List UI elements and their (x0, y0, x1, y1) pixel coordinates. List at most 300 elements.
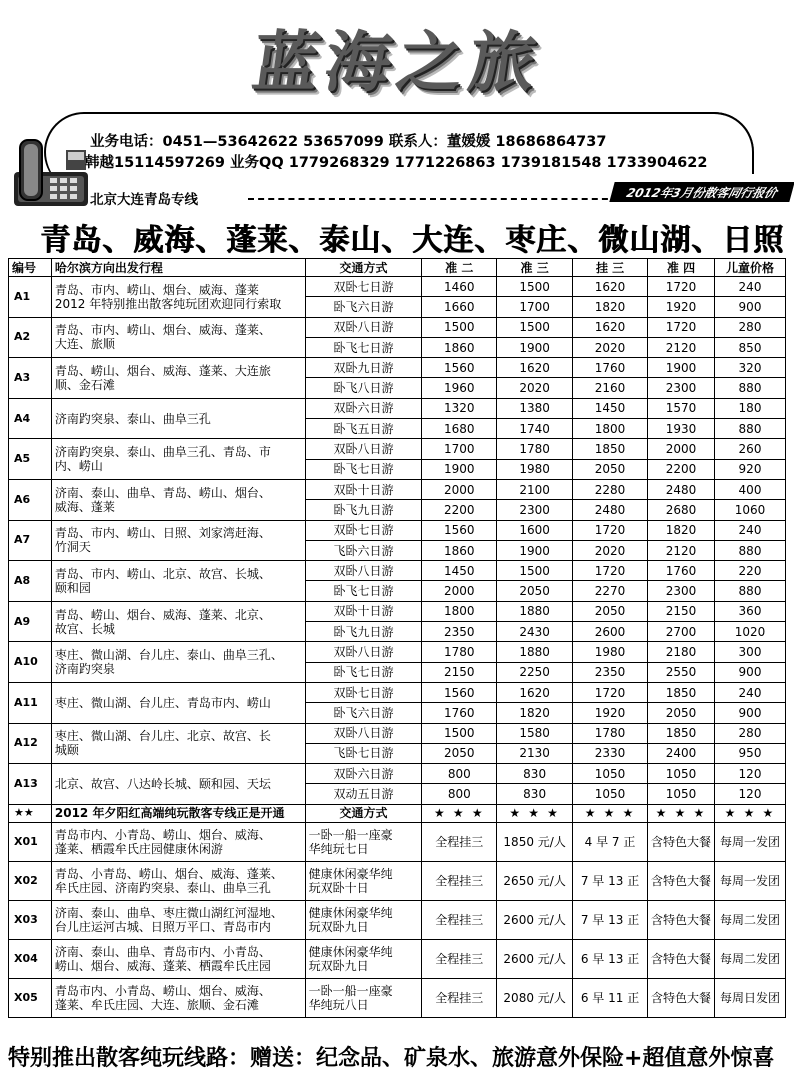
price-cell: 2050 (422, 743, 497, 763)
price-cell: 1720 (647, 317, 714, 337)
tour-code: A7 (9, 520, 52, 561)
premium-meal: 含特色大餐 (647, 900, 714, 939)
price-cell: 800 (422, 784, 497, 804)
price-cell: 1700 (497, 297, 573, 317)
price-cell: 1720 (647, 277, 714, 297)
price-cell: 2150 (647, 601, 714, 621)
premium-transport-line: 玩双卧九日 (308, 958, 369, 973)
tour-route-line: 青岛、市内、崂山、日照、刘家湾赶海、 (54, 526, 271, 541)
transport-cell: 卧飞五日游 (305, 419, 422, 439)
price-cell: 2120 (647, 337, 714, 357)
transport-cell: 卧飞七日游 (305, 662, 422, 682)
price-cell: 920 (715, 459, 786, 479)
price-cell: 1580 (497, 723, 573, 743)
price-cell: 1620 (497, 682, 573, 702)
transport-cell: 卧飞九日游 (305, 500, 422, 520)
premium-meal: 含特色大餐 (647, 939, 714, 978)
price-cell: 1820 (573, 297, 648, 317)
price-cell: 120 (715, 784, 786, 804)
price-cell: 1780 (497, 439, 573, 459)
premium-transport (305, 978, 422, 1017)
tour-route-line: 北京、故宫、八达岭长城、颐和园、天坛 (54, 776, 271, 791)
price-cell: 2000 (422, 479, 497, 499)
price-cell: 1050 (647, 784, 714, 804)
tour-code: A5 (9, 439, 52, 480)
column-header: 准 二 (422, 259, 497, 277)
price-cell: 2550 (647, 662, 714, 682)
price-cell: 1570 (647, 398, 714, 418)
table-row (9, 764, 786, 784)
premium-route-line: 济南、泰山、曲阜、枣庄微山湖红河湿地、 (54, 905, 283, 920)
tour-code: A11 (9, 682, 52, 723)
tour-route-line: 2012 年特别推出散客纯玩团欢迎同行索取 (54, 296, 282, 311)
table-row (9, 723, 786, 743)
tour-code: A2 (9, 317, 52, 358)
column-header: 挂 三 (573, 259, 648, 277)
price-cell: 360 (715, 601, 786, 621)
tour-code: A12 (9, 723, 52, 764)
premium-route-line: 济南、泰山、曲阜、青岛市内、小青岛、 (54, 944, 271, 959)
price-cell: 2300 (647, 378, 714, 398)
premium-transport (305, 939, 422, 978)
premium-route-line: 蓬莱、栖霞牟氏庄园健康休闲游 (54, 841, 223, 856)
price-cell: 1850 (647, 723, 714, 743)
price-cell: 1700 (422, 439, 497, 459)
price-cell: 2000 (647, 439, 714, 459)
premium-transport-line: 玩双卧十日 (308, 880, 369, 895)
transport-cell: 双卧七日游 (305, 682, 422, 702)
transport-cell: 卧飞七日游 (305, 581, 422, 601)
premium-row (9, 900, 786, 939)
price-cell: 2020 (573, 337, 648, 357)
tour-route-line: 青岛、市内、崂山、烟台、威海、蓬莱、 (54, 323, 271, 338)
table-row (9, 642, 786, 662)
price-cell: 2250 (497, 662, 573, 682)
premium-route-line: 台儿庄运河古城、日照万平口、青岛市内 (54, 919, 271, 934)
transport-cell: 双卧八日游 (305, 317, 422, 337)
transport-cell: 卧飞九日游 (305, 622, 422, 642)
table-row (9, 520, 786, 540)
price-cell: 900 (715, 297, 786, 317)
tour-route-line: 青岛、市内、崂山、北京、故宫、长城、 (54, 566, 271, 581)
price-cell: 2020 (573, 540, 648, 560)
premium-header-row (9, 804, 786, 822)
transport-cell: 双卧七日游 (305, 520, 422, 540)
tour-route (51, 682, 305, 723)
table-row (9, 317, 786, 337)
price-cell: 2200 (647, 459, 714, 479)
price-cell: 830 (497, 764, 573, 784)
price-cell: 1900 (422, 459, 497, 479)
price-cell: 2430 (497, 622, 573, 642)
price-cell: 2300 (647, 581, 714, 601)
price-cell: 240 (715, 520, 786, 540)
premium-date: 7 早 13 正 (573, 900, 648, 939)
premium-route (51, 978, 305, 1017)
price-cell: 1620 (573, 277, 648, 297)
premium-transport (305, 861, 422, 900)
tour-route-line: 竹洞天 (54, 540, 91, 555)
price-cell: 2050 (573, 601, 648, 621)
premium-transport-line: 一卧一船一座豪 (308, 827, 393, 842)
premium-code: X05 (9, 978, 52, 1017)
price-cell: 1820 (647, 520, 714, 540)
premium-date: 4 早 7 正 (573, 822, 648, 861)
premium-transport (305, 822, 422, 861)
transport-cell: 双卧九日游 (305, 358, 422, 378)
price-cell: 2020 (497, 378, 573, 398)
transport-cell: 卧飞六日游 (305, 297, 422, 317)
price-cell: 1760 (422, 703, 497, 723)
price-cell: 880 (715, 378, 786, 398)
transport-cell: 双卧十日游 (305, 601, 422, 621)
price-cell: 1720 (573, 561, 648, 581)
price-cell: 2400 (647, 743, 714, 763)
price-cell: 2000 (422, 581, 497, 601)
premium-route-line: 青岛市内、小青岛、崂山、烟台、威海、 (54, 983, 271, 998)
premium-code: X01 (9, 822, 52, 861)
table-row (9, 561, 786, 581)
price-cell: 1900 (647, 358, 714, 378)
price-cell: 120 (715, 764, 786, 784)
column-header: 编号 (9, 259, 52, 277)
premium-bed: 全程挂三 (422, 900, 497, 939)
price-cell: 300 (715, 642, 786, 662)
premium-price: 2080 元/人 (497, 978, 573, 1017)
price-cell: 1020 (715, 622, 786, 642)
price-cell: 1800 (422, 601, 497, 621)
table-row (9, 277, 786, 297)
tour-route (51, 398, 305, 439)
price-cell: 1560 (422, 358, 497, 378)
price-cell: 240 (715, 682, 786, 702)
price-cell: 2600 (573, 622, 648, 642)
price-cell: 1960 (422, 378, 497, 398)
price-cell: 1600 (497, 520, 573, 540)
price-cell: 1920 (573, 703, 648, 723)
tour-route-line: 青岛、崂山、烟台、威海、蓬莱、大连旅 (54, 363, 271, 378)
price-cell: 1860 (422, 540, 497, 560)
tour-code: A10 (9, 642, 52, 683)
price-cell: 2480 (647, 479, 714, 499)
tour-route (51, 642, 305, 683)
premium-bed: 全程挂三 (422, 939, 497, 978)
premium-depart: 每周一发团 (715, 822, 786, 861)
tour-route-line: 大连、旅顺 (54, 337, 115, 352)
premium-date: 6 早 13 正 (573, 939, 648, 978)
tour-route-line: 内、崂山 (54, 459, 103, 474)
price-cell: 1920 (647, 297, 714, 317)
tour-route-line: 颐和园 (54, 580, 91, 595)
tour-code: A1 (9, 277, 52, 318)
price-cell: 1800 (573, 419, 648, 439)
table-row (9, 601, 786, 621)
premium-depart: 每周二发团 (715, 900, 786, 939)
price-cell: 2050 (573, 459, 648, 479)
price-cell: 950 (715, 743, 786, 763)
transport-cell: 飞卧六日游 (305, 540, 422, 560)
footer-promo: 特别推出散客纯玩线路：赠送：纪念品、矿泉水、旅游意外保险+超值意外惊喜 (8, 1045, 775, 1071)
transport-cell: 双卧八日游 (305, 642, 422, 662)
tour-route (51, 561, 305, 602)
premium-row (9, 939, 786, 978)
tour-route-line: 济南趵突泉 (54, 662, 115, 677)
price-cell: 1820 (497, 703, 573, 723)
premium-depart: 每周一发团 (715, 861, 786, 900)
table-row (9, 479, 786, 499)
transport-cell: 卧飞七日游 (305, 337, 422, 357)
premium-bed: 全程挂三 (422, 861, 497, 900)
premium-date: 7 早 13 正 (573, 861, 648, 900)
price-cell: 2150 (422, 662, 497, 682)
premium-route (51, 939, 305, 978)
price-cell: 240 (715, 277, 786, 297)
transport-cell: 卧飞八日游 (305, 378, 422, 398)
price-cell: 1500 (497, 317, 573, 337)
contact-line-2: 韩越15114597269 业务QQ 1779268329 1771226863 1739181548 1733904622 (85, 155, 708, 171)
price-cell: 2700 (647, 622, 714, 642)
premium-price: 2600 元/人 (497, 900, 573, 939)
price-cell: 280 (715, 723, 786, 743)
premium-transport-line: 健康休闲豪华纯 (308, 866, 393, 881)
premium-code: X04 (9, 939, 52, 978)
table-row (9, 358, 786, 378)
tour-code: A4 (9, 398, 52, 439)
price-cell: 1560 (422, 682, 497, 702)
price-cell: 1760 (573, 358, 648, 378)
tour-code: A13 (9, 764, 52, 805)
premium-route-line: 蓬莱、牟氏庄园、大连、旅顺、金石滩 (54, 997, 259, 1012)
tour-route-line: 青岛、市内、崂山、烟台、威海、蓬莱 (54, 282, 259, 297)
premium-price: 1850 元/人 (497, 822, 573, 861)
tour-code: A9 (9, 601, 52, 642)
price-cell: 1880 (497, 642, 573, 662)
price-cell: 1680 (422, 419, 497, 439)
price-cell: 2280 (573, 479, 648, 499)
tour-code: A8 (9, 561, 52, 602)
tour-code: A6 (9, 479, 52, 520)
column-header: 交通方式 (305, 259, 422, 277)
tour-route-line: 顺、金石滩 (54, 377, 115, 392)
premium-transport-line: 一卧一船一座豪 (308, 983, 393, 998)
price-cell: 2330 (573, 743, 648, 763)
brand-logo (195, 10, 600, 102)
transport-cell: 卧飞六日游 (305, 703, 422, 723)
premium-transport-line: 玩双卧九日 (308, 919, 369, 934)
table-row (9, 439, 786, 459)
price-cell: 2270 (573, 581, 648, 601)
column-header: 儿童价格 (715, 259, 786, 277)
price-cell: 1740 (497, 419, 573, 439)
price-cell: 830 (497, 784, 573, 804)
price-cell: 2180 (647, 642, 714, 662)
tour-route-line: 济南趵突泉、泰山、曲阜三孔、青岛、市 (54, 445, 271, 460)
price-cell: 2300 (497, 500, 573, 520)
price-cell: 1050 (647, 764, 714, 784)
price-cell: 1930 (647, 419, 714, 439)
tour-route-line: 威海、蓬莱 (54, 499, 115, 514)
table-row (9, 398, 786, 418)
price-cell: 1050 (573, 784, 648, 804)
transport-cell: 双卧六日游 (305, 764, 422, 784)
price-cell: 1500 (422, 317, 497, 337)
price-cell: 1850 (573, 439, 648, 459)
premium-row (9, 822, 786, 861)
tour-route-line: 枣庄、微山湖、台儿庄、泰山、曲阜三孔、 (54, 648, 283, 663)
price-cell: 880 (715, 419, 786, 439)
price-cell: 2160 (573, 378, 648, 398)
premium-row (9, 978, 786, 1017)
price-cell: 2200 (422, 500, 497, 520)
premium-transport-line: 华纯玩七日 (308, 841, 369, 856)
tour-route-line: 济南趵突泉、泰山、曲阜三孔 (54, 411, 211, 426)
price-cell: 1850 (647, 682, 714, 702)
premium-route (51, 822, 305, 861)
destinations-heading: 青岛、威海、蓬莱、泰山、大连、枣庄、微山湖、日照 (40, 223, 784, 258)
price-cell: 2480 (573, 500, 648, 520)
price-cell: 1720 (573, 520, 648, 540)
premium-transport-header: 交通方式 (305, 804, 422, 822)
premium-route (51, 900, 305, 939)
price-cell: 2050 (497, 581, 573, 601)
transport-cell: 双动五日游 (305, 784, 422, 804)
price-cell: 2130 (497, 743, 573, 763)
price-cell: 1560 (422, 520, 497, 540)
tour-route-line: 济南、泰山、曲阜、青岛、崂山、烟台、 (54, 485, 271, 500)
premium-stars: ★★ (9, 804, 52, 822)
premium-code: X02 (9, 861, 52, 900)
price-cell: 400 (715, 479, 786, 499)
price-cell: 1460 (422, 277, 497, 297)
premium-code: X03 (9, 900, 52, 939)
price-cell: 1620 (497, 358, 573, 378)
route-title: 北京大连青岛专线 (90, 188, 202, 208)
telephone-icon (6, 130, 94, 216)
price-cell: 2100 (497, 479, 573, 499)
dashed-divider (248, 198, 618, 200)
price-cell: 1500 (497, 277, 573, 297)
tour-route (51, 277, 305, 318)
premium-transport-line: 健康休闲豪华纯 (308, 905, 393, 920)
premium-date: 6 早 11 正 (573, 978, 648, 1017)
premium-stars-cell: ★ ★ ★ (647, 804, 714, 822)
tour-code: A3 (9, 358, 52, 399)
price-cell: 1980 (573, 642, 648, 662)
price-cell: 1720 (573, 682, 648, 702)
premium-route-line: 青岛、小青岛、崂山、烟台、威海、蓬莱、 (54, 866, 283, 881)
column-header: 准 三 (497, 259, 573, 277)
transport-cell: 双卧八日游 (305, 439, 422, 459)
premium-title: 2012 年夕阳红高端纯玩散客专线正是开通 (51, 804, 305, 822)
price-cell: 1780 (422, 642, 497, 662)
contact-box-corner (700, 112, 754, 174)
transport-cell: 双卧十日游 (305, 479, 422, 499)
tour-route (51, 317, 305, 358)
brand-logo-text: 蓝海之旅 (247, 22, 547, 101)
tour-route (51, 479, 305, 520)
premium-depart: 每周日发团 (715, 978, 786, 1017)
price-cell: 1860 (422, 337, 497, 357)
price-cell: 280 (715, 317, 786, 337)
price-cell: 900 (715, 662, 786, 682)
price-cell: 1450 (573, 398, 648, 418)
premium-price: 2600 元/人 (497, 939, 573, 978)
tour-route (51, 601, 305, 642)
tour-route-line: 枣庄、微山湖、台儿庄、青岛市内、崂山 (54, 695, 271, 710)
premium-stars-cell: ★ ★ ★ (422, 804, 497, 822)
price-cell: 2350 (573, 662, 648, 682)
premium-meal: 含特色大餐 (647, 978, 714, 1017)
price-cell: 1500 (497, 561, 573, 581)
premium-depart: 每周二发团 (715, 939, 786, 978)
tour-route-line: 枣庄、微山湖、台儿庄、北京、故宫、长 (54, 729, 271, 744)
price-cell: 1880 (497, 601, 573, 621)
table-row (9, 682, 786, 702)
premium-stars-cell: ★ ★ ★ (715, 804, 786, 822)
premium-transport-line: 华纯玩八日 (308, 997, 369, 1012)
price-table (8, 258, 786, 1018)
price-cell: 1660 (422, 297, 497, 317)
quote-badge (609, 182, 794, 202)
price-cell: 1980 (497, 459, 573, 479)
price-cell: 2350 (422, 622, 497, 642)
tour-route (51, 723, 305, 764)
transport-cell: 双卧七日游 (305, 277, 422, 297)
premium-bed: 全程挂三 (422, 822, 497, 861)
price-cell: 800 (422, 764, 497, 784)
tour-route-line: 故宫、长城 (54, 621, 115, 636)
price-cell: 1450 (422, 561, 497, 581)
price-cell: 1620 (573, 317, 648, 337)
price-cell: 1760 (647, 561, 714, 581)
price-cell: 1900 (497, 337, 573, 357)
premium-bed: 全程挂三 (422, 978, 497, 1017)
price-cell: 1380 (497, 398, 573, 418)
premium-transport-line: 健康休闲豪华纯 (308, 944, 393, 959)
price-cell: 2680 (647, 500, 714, 520)
price-cell: 1050 (573, 764, 648, 784)
premium-row (9, 861, 786, 900)
price-cell: 180 (715, 398, 786, 418)
premium-stars-cell: ★ ★ ★ (573, 804, 648, 822)
tour-route (51, 520, 305, 561)
premium-route-line: 牟氏庄园、济南趵突泉、泰山、曲阜三孔 (54, 880, 271, 895)
premium-meal: 含特色大餐 (647, 822, 714, 861)
price-cell: 1900 (497, 540, 573, 560)
price-cell: 850 (715, 337, 786, 357)
quote-badge-text: 2012年3月份散客同行报价 (625, 185, 779, 200)
price-cell: 900 (715, 703, 786, 723)
tour-route-line: 青岛、崂山、烟台、威海、蓬莱、北京、 (54, 607, 271, 622)
price-cell: 220 (715, 561, 786, 581)
price-cell: 260 (715, 439, 786, 459)
premium-price: 2650 元/人 (497, 861, 573, 900)
transport-cell: 飞卧七日游 (305, 743, 422, 763)
table-header-row (9, 259, 786, 277)
price-cell: 1500 (422, 723, 497, 743)
tour-route (51, 439, 305, 480)
price-cell: 1320 (422, 398, 497, 418)
price-cell: 2050 (647, 703, 714, 723)
column-header: 哈尔滨方向出发行程 (51, 259, 305, 277)
price-cell: 1780 (573, 723, 648, 743)
price-cell: 320 (715, 358, 786, 378)
premium-route-line: 青岛市内、小青岛、崂山、烟台、威海、 (54, 827, 271, 842)
contact-line-1: 业务电话：0451—53642622 53657099 联系人：董媛媛 18686864737 (90, 134, 607, 150)
price-cell: 2120 (647, 540, 714, 560)
price-cell: 880 (715, 540, 786, 560)
price-cell: 880 (715, 581, 786, 601)
